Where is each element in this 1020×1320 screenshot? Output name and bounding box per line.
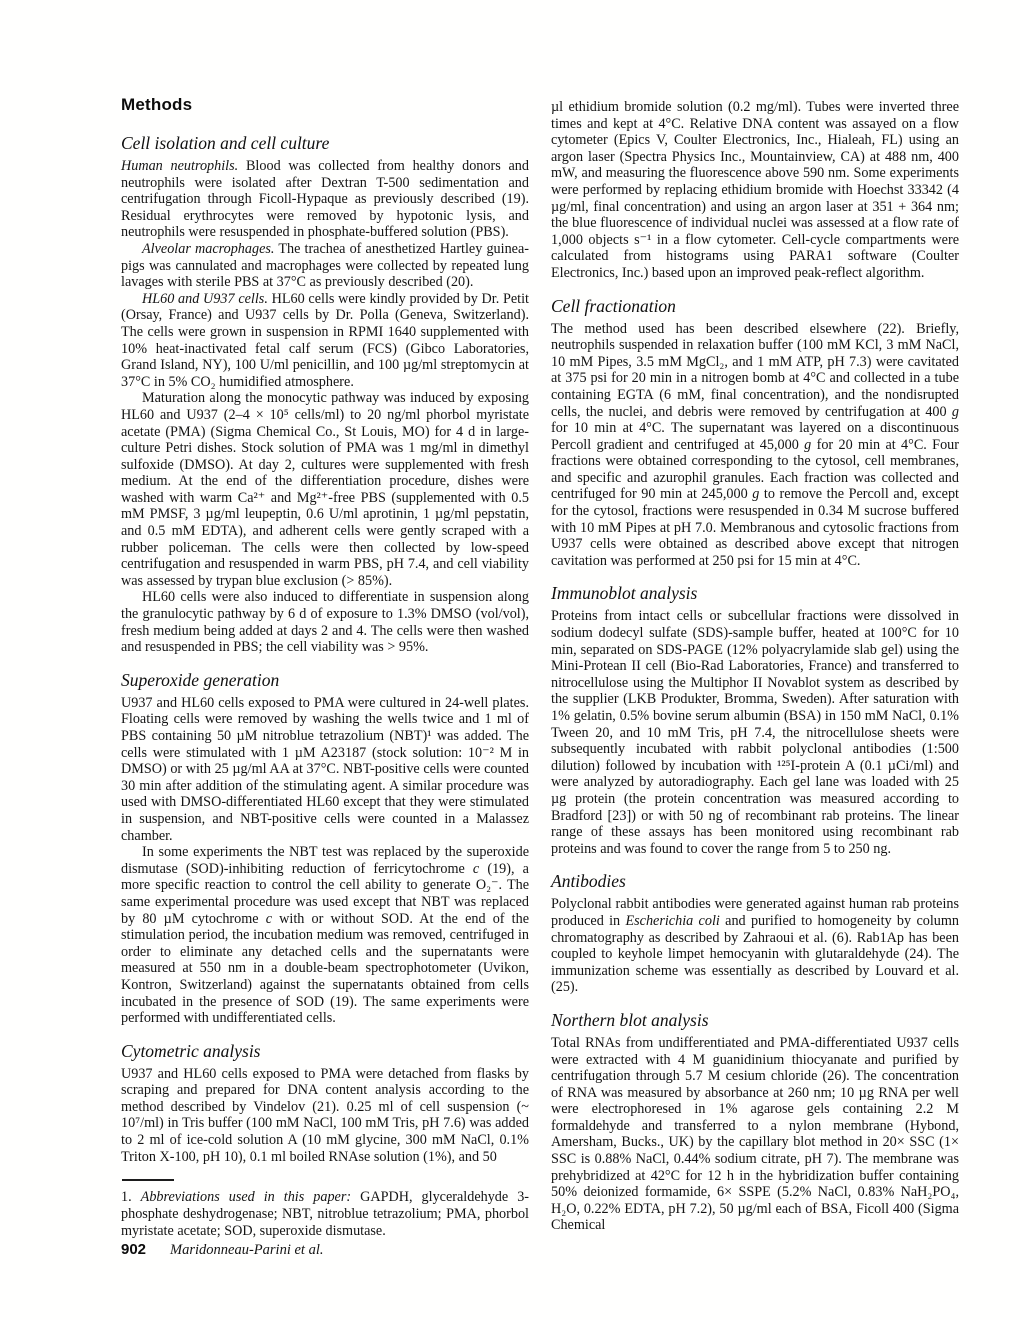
- text-run: with or without SOD. At the end of the stimulation period, the incubation medium was removed, centrifuged in order to eliminate any detached cells and the supernatants were measured at 550 nm in a double-beam spectrophotometer (Uvikon, Kontron, Switzerland) against the supernatants obtained from cells incubated in the presence of SOD (19). The same experiments were performed with undifferentiated cells.: [121, 910, 529, 1027]
- paragraph: [121, 1066, 529, 1166]
- text-run: 1.: [121, 1189, 141, 1206]
- footnote: [121, 1179, 529, 1240]
- footnote-text: [121, 1189, 529, 1240]
- paragraph: [121, 241, 529, 291]
- italic-run: Escherichia coli: [625, 912, 720, 929]
- page-footer: [121, 1241, 323, 1259]
- paragraph: [121, 390, 529, 589]
- text-run: µl ethidium bromide solution (0.2 mg/ml). Tubes were inverted three times and kept at 4°C. Relative DNA content was assayed on a flow cytometer (Epics V, Coulter Electronics, Inc., Hialeah, FL) using an argon laser (Spectra Physics Inc., Mountainview, CA) at 488 nm, 400 mW, and measuring the fluorescence above 590 nm. Some experiments were performed by replacing ethidium bromide with Hoechst 33342 (4 µg/ml, final concentration) and using an argon laser at 351 + 364 nm; the blue fluorescence of individual nuclei was assessed at a flow rate of 1,000 objects s⁻¹ in a flow cytometer. Cell-cycle compartments were calculated from histograms using PARA1 software (Coulter Electronics, Inc.) based upon an improved peak-reflect algorithm.: [551, 99, 959, 281]
- text-run: and purified to homogeneity by column chromatography as described by Zahraoui et al. (6). Rab1Ap has been coupled to keyhole limpet hemocyanin with glutaraldehyde (24). The immunization scheme was essentially as described by Louvard et al. (25).: [551, 912, 959, 996]
- text-run: to remove the Percoll and, except for the cytosol, fractions were resuspended in 0.34 M sucrose buffered with 10 mM Pipes at pH 7.0. Membranous and cytosolic fractions from U937 cells were obtained as described above except that nitrogen cavitation was performed at 250 psi for 15 min at 4°C.: [551, 486, 959, 569]
- section-title: Northern blot analysis: [551, 1009, 709, 1030]
- text-run: for 20 min at 4°C. Four fractions were obtained corresponding to the cytosol, cell membranes, and specific and azurophil granules. Each fraction was collected and centrifuged for 90 min at 245,000: [551, 436, 959, 503]
- paragraph: [551, 896, 959, 996]
- text-run: In some experiments the NBT test was replaced by the superoxide dismutase (SOD)-inhibiting reduction of ferricytochrome: [121, 844, 529, 877]
- section-title: Cytometric analysis: [121, 1040, 261, 1061]
- italic-run: c: [472, 860, 480, 877]
- section-title: Antibodies: [551, 871, 626, 892]
- paragraph: [551, 608, 959, 857]
- text-run: U937 and HL60 cells exposed to PMA were cultured in 24-well plates. Floating cells were removed by washing the wells twice and 1 ml of PBS containing 50 µM nitroblue tetrazolium (NBT)¹ was added. The cells were stimulated with 1 µM A23187 (stock solution: 10⁻² M in DMSO) or with 25 µg/ml AA at 37°C. NBT-positive cells were counted 30 min after addition of the stimulating agent. A similar procedure was used with DMSO-differentiated HL60 except that they were stimulated in suspension, and NBT-positive cells were counted in a Malassez chamber.: [121, 694, 529, 844]
- text-run: Proteins from intact cells or subcellular fractions were dissolved in sodium dodecyl sulfate (SDS)-sample buffer, heated at 100°C for 10 min, separated on SDS-PAGE (12% polyacrylamide slab gel) using the Mini-Protean II cell (Bio-Rad Laboratories, France) and transferred to nitrocellulose using the Multiphor II Novablot system as described by the supplier (LKB Produkter, Bromma, Sweden). After saturation with 1% gelatin, 0.5% bovine serum albumin (BSA) in 150 mM NaCl, 0.1% Tween 20, and 10 mM Tris, pH 7.4, the nitrocellulose sheets were subsequently incubated with rabbit polyclonal antibodies (1:500 dilution) followed by incubation with ¹²⁵I-protein A (0.1 µCi/ml) and were analyzed by autoradiography. Each gel lane was loaded with 25 µg protein (the protein concentration was measured according to Bradford [23]) or with 50 ng of recombinant rab proteins. The linear range of these assays has been monitored using recombinant rab proteins and was found to cover the range from 5 to 250 ng.: [551, 608, 959, 857]
- italic-run: g: [951, 403, 959, 420]
- page-number: 902: [121, 1241, 147, 1258]
- text-run: U937 and HL60 cells exposed to PMA were detached from flasks by scraping and prepared for DNA content analysis according to the method described by Vindelov (21). 0.25 ml of cell suspension (~ 10⁷/ml) in Tris buffer (100 mM NaCl, 100 mM Tris, pH 7.6) was added to 2 ml of ice-cold solution A (10 mM glycine, 300 mM NaCl, 0.1% Triton X-100, pH 10), 0.1 ml boiled RNAse solution (1%), and 50: [121, 1065, 529, 1165]
- section-title: Cell isolation and cell culture: [121, 133, 330, 153]
- paragraph: [121, 291, 529, 391]
- text-run: GAPDH, glyceraldehyde 3-phosphate deshydrogenase; NBT, nitroblue tetrazolium; PMA, phorbol myristate acetate; SOD, superoxide dismutase.: [121, 1189, 530, 1240]
- section-title: Cell fractionation: [551, 295, 676, 316]
- left-column: [121, 95, 529, 1240]
- text-run: Total RNAs from undifferentiated and PMA-differentiated U937 cells were extracted with 4 M guanidinium thiocyanate and purified by centrifugation through 5.7 M cesium chloride (26). The concentration of RNA was measured by absorbance at 260 nm; 10 µg RNA per well were electrophoresed in 1% agarose gels containing 2.2 M formaldehyde and transferred to a nylon membrane (Hybond, Amersham, Bucks., UK) by the capillary blot method in 20× SSC (1× SSC is 0.88% NaCl, 0.44% sodium citrate, pH 7). The membrane was prehybridized at 42°C for 12 h in the hybridization buffer containing 50% deionized formamide, 6× SSPE (5.2% NaCl, 0.83% NaH₂PO₄, H₂O, 0.22% EDTA, pH 7.2), 50 µg/ml each of BSA, Ficoll 400 (Sigma Chemical: [551, 1034, 959, 1234]
- footnote-rule: [122, 1179, 174, 1181]
- text-run: Blood was collected from healthy donors and neutrophils were isolated after Dextran T-500 sedimentation and centrifugation through Ficoll-Hypaque as previously described (19). Residual erythrocytes were removed by hypotonic lysis, and neutrophils were resuspended in phosphate-buffered solution (PBS).: [121, 158, 529, 241]
- paragraph: [121, 589, 529, 655]
- text-run: Maturation along the monocytic pathway was induced by exposing HL60 and U937 (2–4 × 10⁵ cells/ml) to 20 ng/ml phorbol myristate acetate (PMA) (Sigma Chemical Co., St Louis, MO) for 4 d in large-culture Petri dishes. Stock solution of PMA was 1 mg/ml in dimethyl sulfoxide (DMSO). At day 2, cultures were supplemented with fresh medium. At the end of the differentiation procedure, dishes were washed with warm Ca²⁺ and Mg²⁺-free PBS (supplemented with 0.5 mM PMSF, 3 µg/ml leupeptin, 0.6 U/ml aprotinin, 1 µg/ml pepstatin, and 0.5 mM EDTA), and adherent cells were gently scraped with a rubber policeman. The cells were then collected by low-speed centrifugation and resuspended in warm PBS, pH 7.4, and cell viability was assessed by trypan blue exclusion (> 85%).: [121, 390, 529, 589]
- section-title: Immunoblot analysis: [551, 583, 698, 604]
- methods-heading: Methods: [121, 95, 193, 114]
- paragraph: [121, 158, 529, 241]
- italic-run: g: [752, 486, 760, 503]
- italic-run: Abbreviations used in this paper:: [140, 1189, 352, 1206]
- section-title: Superoxide generation: [121, 669, 280, 690]
- right-column: [551, 99, 959, 1234]
- left-sections: [121, 133, 529, 1165]
- paragraph: [551, 321, 959, 570]
- paragraph: [551, 99, 959, 282]
- text-run: The method used has been described elsewhere (22). Briefly, neutrophils suspended in relaxation buffer (100 mM KCl, 3 mM NaCl, 10 mM Pipes, 3.5 mM MgCl₂, and 1 mM ATP, pH 7.3) were cavitated at 375 psi for 20 min in a nitrogen bomb at 4°C and collected in a tube containing EGTA (6 mM, final concentration), and the nondisrupted cells, the nuclei, and debris were removed by centrifugation at 400: [551, 320, 959, 420]
- text-run: (19), a more specific reaction to control the cell ability to generate O₂⁻. The same experimental procedure was used except that NBT was replaced by 80 µM cytochrome: [121, 860, 529, 927]
- italic-run: HL60 and U937 cells.: [142, 290, 268, 307]
- italic-run: Human neutrophils.: [121, 158, 239, 174]
- text-run: HL60 cells were kindly provided by Dr. Petit (Orsay, France) and U937 cells by Dr. Polla (Geneva, Switzerland). The cells were grown in suspension in RPMI 1640 supplemented with 10% heat-inactivated fetal calf serum (FCS) (Gibco Laboratories, Grand Island, NY), 100 U/ml penicillin, and 100 µg/ml streptomycin at 37°C in 5% CO₂ humidified atmosphere.: [121, 290, 529, 390]
- paragraph: [551, 1035, 959, 1234]
- text-run: HL60 cells were also induced to differentiate in suspension along the granulocytic pathway by 6 d of exposure to 1.3% DMSO (vol/vol), fresh medium being added at days 2 and 4. The cells were then washed and resuspended in PBS; the cell viability was > 95%.: [121, 589, 529, 656]
- text-run: for 10 min at 4°C. The supernatant was layered on a discontinuous Percoll gradient and centrifuged at 45,000: [551, 420, 959, 453]
- italic-run: g: [804, 436, 812, 453]
- paragraph: [121, 695, 529, 844]
- text-run: Polyclonal rabbit antibodies were generated against human rab proteins produced in: [551, 896, 959, 929]
- paragraph: [121, 844, 529, 1027]
- italic-run: c: [265, 910, 273, 927]
- italic-run: Alveolar macrophages.: [142, 240, 275, 257]
- running-authors: Maridonneau-Parini et al.: [170, 1242, 324, 1258]
- text-run: The trachea of anesthetized Hartley guinea-pigs was cannulated and macrophages were collected by repeated lung lavages with sterile PBS at 37°C as previously described (20).: [121, 240, 529, 291]
